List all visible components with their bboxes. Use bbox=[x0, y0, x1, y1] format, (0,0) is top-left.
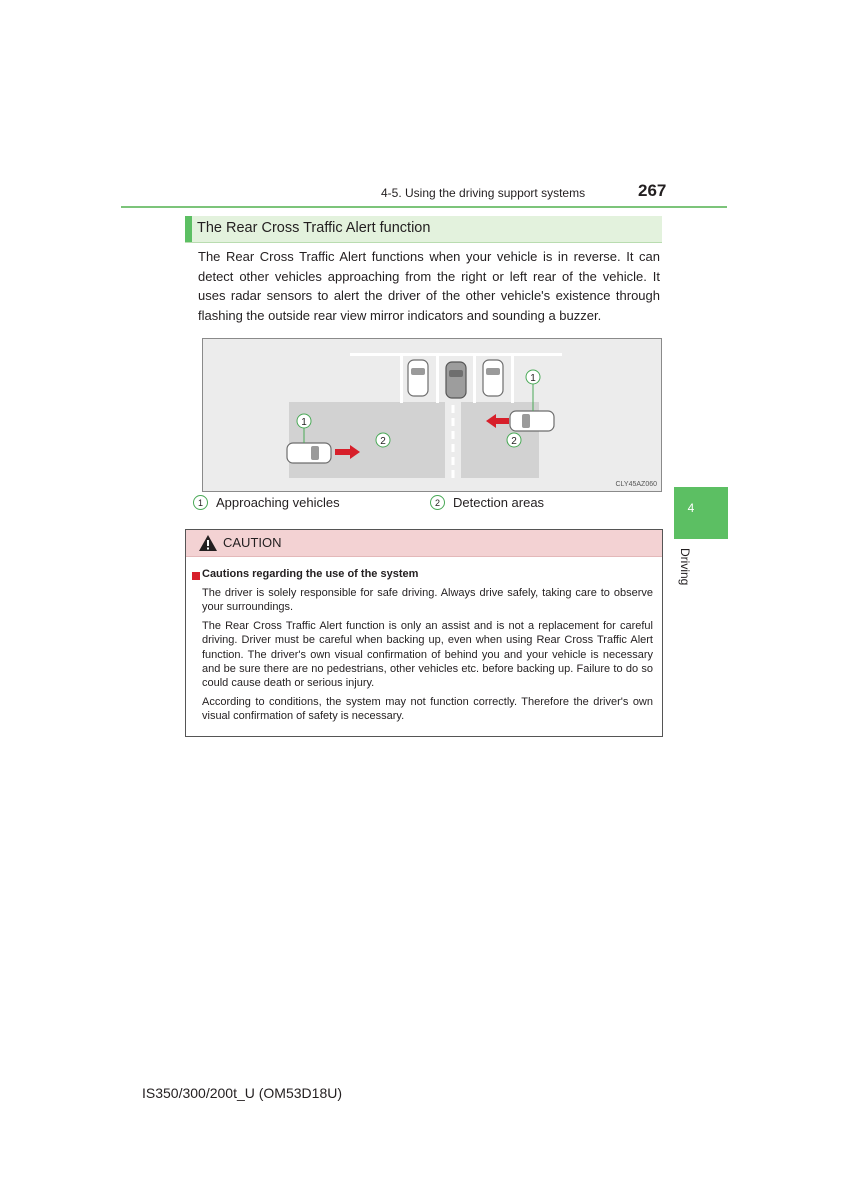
header-divider bbox=[121, 206, 727, 208]
legend-number: 2 bbox=[430, 495, 445, 510]
warning-icon bbox=[199, 535, 217, 551]
approaching-vehicle-left bbox=[287, 443, 331, 463]
callout-label: 2 bbox=[380, 436, 386, 447]
section-title: The Rear Cross Traffic Alert function bbox=[197, 220, 431, 236]
callout-label: 1 bbox=[301, 417, 307, 428]
left-detection-area bbox=[289, 402, 445, 478]
intro-paragraph: The Rear Cross Traffic Alert functions when your vehicle is in reverse. It can detect other vehicles approaching from the right or left rear of the vehicle. It uses radar sensors to alert the driver of the other vehicle's existence through flashing the outside rear view mirror indicators and sounding a buzzer. bbox=[198, 249, 660, 323]
section-heading-accent bbox=[185, 216, 192, 242]
parking-top-line bbox=[350, 353, 562, 356]
chapter-tab[interactable] bbox=[674, 487, 728, 539]
caution-paragraph: According to conditions, the system may not function correctly. Therefore the driver's own visual confirmation of safety is necessary. bbox=[202, 696, 653, 723]
legend-label: Detection areas bbox=[453, 495, 545, 510]
stall-line bbox=[511, 353, 514, 403]
rcta-diagram bbox=[203, 339, 661, 491]
callout-detection-right bbox=[507, 433, 521, 447]
parked-car bbox=[408, 360, 428, 396]
own-vehicle bbox=[446, 362, 466, 398]
caution-bullet bbox=[192, 572, 200, 580]
caution-box bbox=[185, 529, 663, 737]
section-heading bbox=[185, 216, 662, 243]
approaching-vehicle-right bbox=[510, 411, 554, 431]
footer-model: IS350/300/200t_U (OM53D18U) bbox=[142, 1085, 342, 1101]
caution-heading: Cautions regarding the use of the system bbox=[202, 568, 419, 580]
figure-code: CLY45AZ060 bbox=[615, 481, 657, 488]
legend-item-approaching bbox=[193, 495, 340, 510]
legend-label: Approaching vehicles bbox=[216, 495, 340, 510]
callout-detection-left bbox=[376, 433, 390, 447]
stall-line bbox=[436, 353, 439, 403]
stall-line bbox=[473, 353, 476, 403]
legend-item-detection bbox=[430, 495, 544, 510]
rcta-illustration bbox=[202, 338, 662, 492]
caution-paragraph: The Rear Cross Traffic Alert function is only an assist and is not a replacement for careful driving. Driver must be careful when backing up, even when using Rear Cross Traffic Alert function. The driver's own visual confirmation of behind you and your vehicle is necessary and be sure there are no pedestrians, other vehicles etc. before backing up. Failure to do so could cause death or serious injury. bbox=[202, 620, 653, 690]
callout-label: 1 bbox=[530, 373, 536, 384]
page-number: 267 bbox=[638, 181, 667, 200]
caution-header bbox=[186, 530, 662, 557]
chapter-tab-label: Driving bbox=[678, 548, 692, 586]
legend-number: 1 bbox=[193, 495, 208, 510]
parked-car bbox=[483, 360, 503, 396]
stall-line bbox=[400, 353, 403, 403]
chapter-tab-number: 4 bbox=[687, 501, 695, 515]
caution-paragraph: The driver is solely responsible for safe driving. Always drive safely, taking care to observe your surroundings. bbox=[202, 587, 653, 614]
callout-label: 2 bbox=[511, 436, 517, 447]
header-section-title: 4-5. Using the driving support systems bbox=[381, 186, 586, 200]
caution-label: CAUTION bbox=[223, 535, 282, 550]
